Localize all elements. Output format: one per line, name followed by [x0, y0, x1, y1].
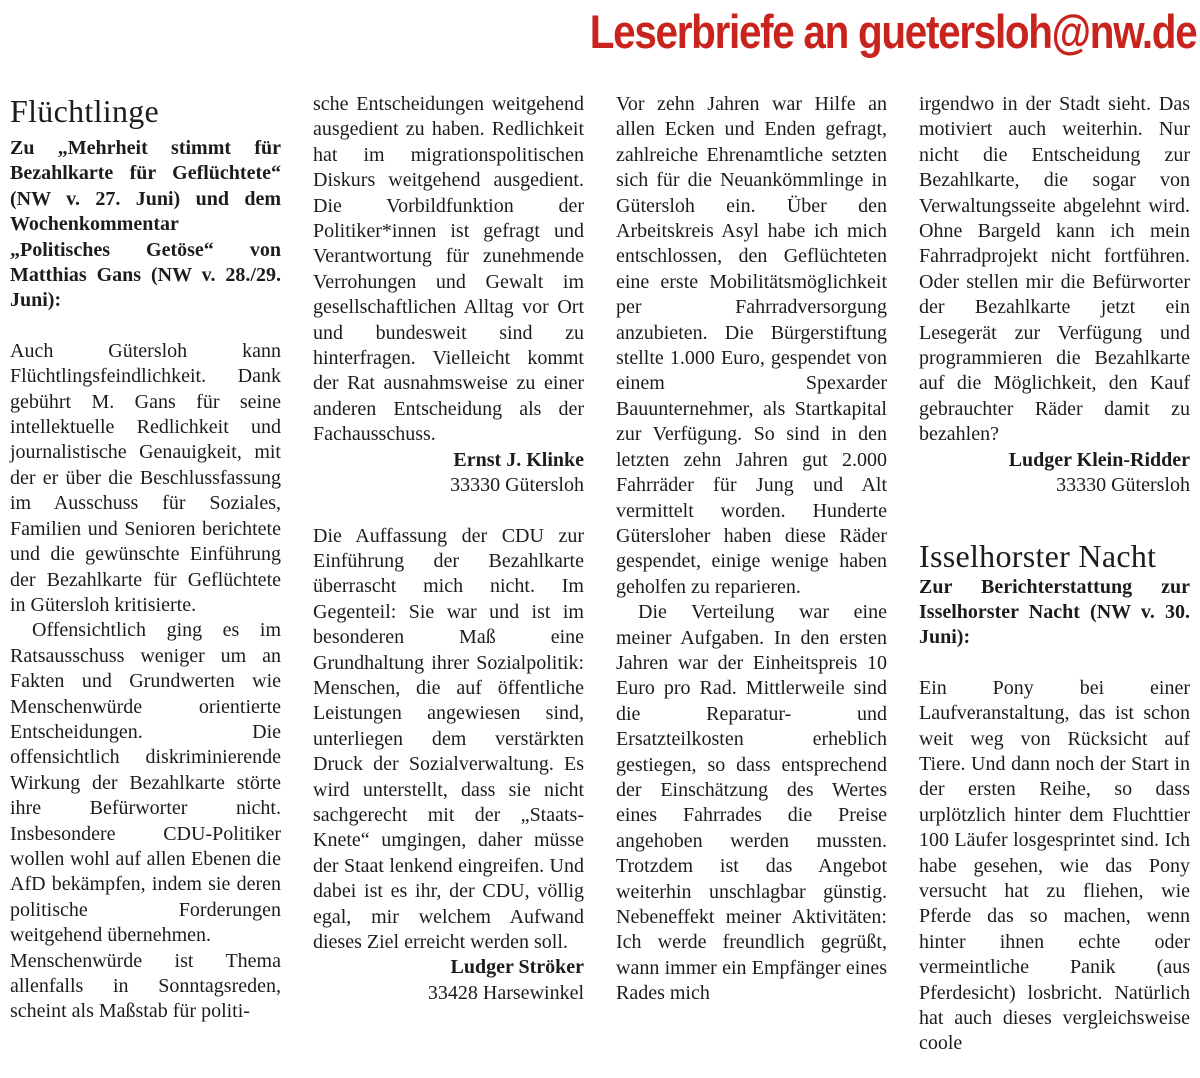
letter2-paragraph-1: Die Auffassung der CDU zur Einführung der Bezahlkarte überrascht mich nicht. Im Gegenteil: Sie war und ist im besonderen Maß eine Grundhaltung ihrer Sozialpolitik: Menschen, die auf öffentliche Leistungen angewiesen sind, unterliegen dem verstärkten Druck der Sozialverwaltung. Es wird unterstellt, dass sie nicht sachgerecht mit der „Staats-Knete“ umgingen, daher müsse der Staat lenkend eingreifen. Und dabei ist es ihr, der CDU, völlig egal, mir welchem Aufwand dieses Ziel erreicht werden soll. [313, 524, 584, 953]
letter2-place: 33428 Harsewinkel [427, 981, 584, 1004]
letter3-paragraph-2a: Die Verteilung war eine meiner Aufgaben. In den ersten Jahren war der Einheitspreis 10 Euro pro Rad. Mittlerweile sind die Reparatur- und Ersatzteilkosten erheblich gestiegen, so dass entsprechend der Einschätzung des Wertes eines Fahrrades die Preise angehoben werden mussten. Trotzdem ist das Angebot weiterhin unschlagbar günstig. Nebeneffekt meiner Aktivitäten: Ich werde freundlich gegrüßt, wann immer ein Empfänger eines Rades mich [616, 601, 887, 1005]
letter4-paragraph-1: Ein Pony bei einer Laufveranstaltung, das ist schon weit weg von Rücksicht auf Tiere. Und dann noch der Start in der ersten Reihe, so dass urplötzlich hinter dem Fluchttier 100 Läufer losgesprintet sind. Ich habe gesehen, wie das Pony versucht hat zu fliehen, wie Pferde das so machen, wenn hinter ihnen echte oder vermeintliche Panik (aus Pferdesicht) losbricht. Natürlich hat auch dieses vergleichsweise coole [919, 676, 1190, 1055]
letter1-author: Ernst J. Klinke [453, 448, 584, 471]
letter1-paragraph-3a: Menschenwürde ist Thema allenfalls in Sonntagsreden, scheint als Maßstab für politi- [10, 949, 281, 1023]
masthead-title: Leserbriefe an guetersloh@nw.de [589, 5, 1196, 58]
letter1-place: 33330 Gütersloh [450, 474, 584, 497]
column-1 [10, 92, 281, 1025]
letter1-paragraph-2: Offensichtlich ging es im Ratsausschuss weniger um an Fakten und Grundwerten wie Menschenwürde orientierte Entscheidungen. Die offensichtlich diskriminierende Wirkung der Bezahlkarte störte ihre Befürworter nicht. Insbesondere CDU-Politiker wollen wohl auf allen Ebenen die AfD bekämpfen, indem sie deren politische Forderungen weitgehend übernehmen. [10, 619, 281, 947]
letter2-author: Ludger Ströker [450, 956, 584, 979]
section-heading-isselhorster-nacht: Isselhorster Nacht [919, 537, 1157, 574]
letter3-paragraph-1: Vor zehn Jahren war Hilfe an allen Ecken und Enden gefragt, zahlreiche Ehrenamtliche setzten sich für die Neuankömmlinge in Gütersloh ein. Über den Arbeitskreis Asyl habe ich mich entschlossen, den Geflüchteten eine erste Mobilitätsmöglichkeit per Fahrradversorgung anzubieten. Die Bürgerstiftung stellte 1.000 Euro, gespendet von einem Spexarder Bauunternehmer, als Startkapital zur Verfügung. So sind in den letzten zehn Jahren gut 2.000 Fahrräder für Jung und Alt vermittelt worden. Hunderte Gütersloher haben diese Räder gespendet, einige wenige haben geholfen zu reparieren. [616, 93, 887, 598]
section-intro: Zu „Mehrheit stimmt für Bezahlkarte für Geflüchtete“ (NW v. 27. Juni) und dem Wochenkommentar „Politisches Getöse“ von Matthias Gans (NW v. 28./29. Juni): [10, 137, 281, 312]
column-2 [313, 92, 584, 1006]
letter3-place: 33330 Gütersloh [1056, 474, 1190, 497]
section-intro: Zur Berichterstattung zur Isselhorster Nacht (NW v. 30. Juni): [919, 575, 1190, 649]
letter1-paragraph-1: Auch Gütersloh kann Flüchtlingsfeindlichkeit. Dank gebührt M. Gans für seine intellektuelle Redlichkeit und journalistische Genauigkeit, mit der er über die Beschlussfassung im Ausschuss für Soziales, Familien und Senioren berichtete und die gewünschte Einführung der Bezahlkarte für Geflüchtete in Gütersloh kritisierte. [10, 339, 281, 616]
section-heading-fluechtlinge: Flüchtlinge [10, 93, 160, 129]
column-4 [919, 92, 1190, 1057]
letter1-paragraph-3b: sche Entscheidungen weitgehend ausgedient zu haben. Redlichkeit hat im migrationspolitischen Diskurs weitgehend ausgedient. Die Vorbildfunktion der Politiker*innen ist gefragt und Verantwortung für zunehmende Verrohungen und Gewalt im gesellschaftlichen Alltag vor Ort und bundesweit sind zu hinterfragen. Vielleicht kommt der Rat ausnahmsweise zu einer anderen Entscheidung als der Fachausschuss. [313, 93, 584, 446]
column-3 [616, 92, 887, 1007]
letter3-paragraph-2b: irgendwo in der Stadt sieht. Das motiviert auch weiterhin. Nur nicht die Entscheidung zur Bezahlkarte, die sogar von Verwaltungsseite abgelehnt wird. Ohne Bargeld kann ich mein Fahrradprojekt nicht fortführen. Oder stellen mir die Befürworter der Bezahlkarte jetzt ein Lesegerät zur Verfügung und programmieren die Bezahlkarte auf die Möglichkeit, den Kauf gebrauchter Räder damit zu bezahlen? [919, 93, 1190, 446]
letter3-author: Ludger Klein-Ridder [1008, 448, 1190, 471]
